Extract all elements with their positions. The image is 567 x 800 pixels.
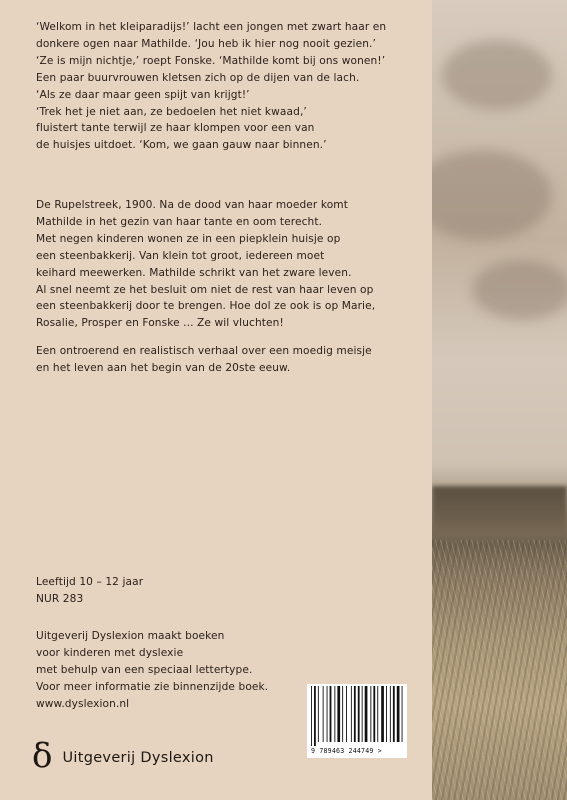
barcode-bar — [330, 686, 332, 742]
barcode-bar — [358, 686, 360, 742]
book-tagline — [36, 343, 428, 377]
barcode-bar — [377, 686, 378, 742]
summary-line: Al snel neemt ze het besluit om niet de rest van haar leven op — [36, 283, 374, 296]
barcode-bars — [310, 686, 404, 746]
barcode-bar — [351, 686, 352, 742]
summary-line: Met negen kinderen wonen ze in een piepklein huisje op — [36, 232, 341, 245]
tree-line — [432, 486, 567, 546]
quote-line: donkere ogen naar Mathilde. ‘Jou heb ik hier nog nooit gezien.’ — [36, 37, 376, 50]
barcode-bar — [342, 686, 343, 742]
quote-line: ‘Ze is mijn nichtje,’ roept Fonske. ‘Mathilde komt bij ons wonen!’ — [36, 54, 386, 67]
barcode-bar — [365, 686, 368, 742]
barcode-bar — [386, 686, 387, 742]
summary-line: Rosalie, Prosper en Fonske ... Ze wil vluchten! — [36, 317, 284, 330]
quote-line: Een paar buurvrouwen kletsen zich op de dijen van de lach. — [36, 71, 360, 84]
quote-line: fluistert tante terwijl ze haar klompen voor een van — [36, 122, 315, 135]
summary-line: keihard meewerken. Mathilde schrikt van het zware leven. — [36, 266, 352, 279]
barcode-bar — [373, 686, 375, 742]
barcode-bar — [318, 686, 319, 742]
age-and-nur — [36, 574, 428, 608]
publisher-website: www.dyslexion.nl — [36, 697, 130, 710]
age-range: Leeftijd 10 – 12 jaar — [36, 576, 144, 588]
barcode-bar — [397, 686, 400, 742]
barcode-bar — [346, 686, 347, 742]
publisher-name: Uitgeverij Dyslexion — [62, 750, 214, 766]
summary-line: een steenbakkerij. Van klein tot groot, iedereen moet — [36, 249, 325, 262]
tagline-line: Een ontroerend en realistisch verhaal over een moedig meisje — [36, 345, 372, 357]
summary-line: een steenbakkerij door te brengen. Hoe dol ze ook is op Marie, — [36, 300, 376, 313]
publisher-logo — [32, 736, 214, 780]
barcode-bar — [370, 686, 371, 742]
book-summary — [36, 197, 428, 332]
publisher-info-line: met behulp van een speciaal lettertype. — [36, 663, 253, 676]
summary-line: De Rupelstreek, 1900. Na de dood van haar moeder komt — [36, 199, 348, 211]
publisher-info-line: voor kinderen met dyslexie — [36, 646, 184, 659]
quote-line: de huisjes uitdoet. ‘Kom, we gaan gauw naar binnen.’ — [36, 139, 327, 152]
barcode-bar — [354, 686, 356, 742]
cloud-shape — [432, 150, 552, 240]
nur-code: NUR 283 — [36, 592, 84, 605]
quote-line: ‘Als ze daar maar geen spijt van krijgt!’ — [36, 88, 250, 101]
delta-logo-icon: δ — [32, 736, 53, 776]
sepia-landscape-photo — [432, 0, 567, 800]
barcode-bar — [314, 686, 316, 746]
barcode-bar — [311, 686, 312, 746]
barcode-bar — [323, 686, 324, 742]
barcode-bar — [327, 686, 328, 742]
publisher-info-line: Voor meer informatie zie binnenzijde boek. — [36, 680, 269, 693]
cloud-shape — [472, 260, 567, 320]
publisher-info-line: Uitgeverij Dyslexion maakt boeken — [36, 630, 225, 642]
grass-field — [432, 540, 567, 800]
cloud-shape — [442, 40, 552, 110]
barcode-bar — [337, 686, 340, 742]
barcode-bar — [402, 686, 403, 742]
isbn-barcode — [307, 684, 407, 758]
excerpt-quote — [36, 19, 428, 154]
barcode-bar — [334, 686, 335, 742]
barcode-bar — [393, 686, 395, 742]
quote-line: ‘Trek het je niet aan, ze bedoelen het niet kwaad,’ — [36, 105, 307, 118]
barcode-bar — [362, 686, 363, 742]
tagline-line: en het leven aan het begin van de 20ste eeuw. — [36, 361, 291, 374]
summary-line: Mathilde in het gezin van haar tante en oom terecht. — [36, 215, 323, 228]
barcode-digits: 9 789463 244749 > — [311, 747, 382, 755]
barcode-bar — [390, 686, 391, 742]
barcode-bar — [381, 686, 384, 742]
quote-line: ‘Welkom in het kleiparadijs!’ lacht een jongen met zwart haar en — [36, 21, 387, 33]
